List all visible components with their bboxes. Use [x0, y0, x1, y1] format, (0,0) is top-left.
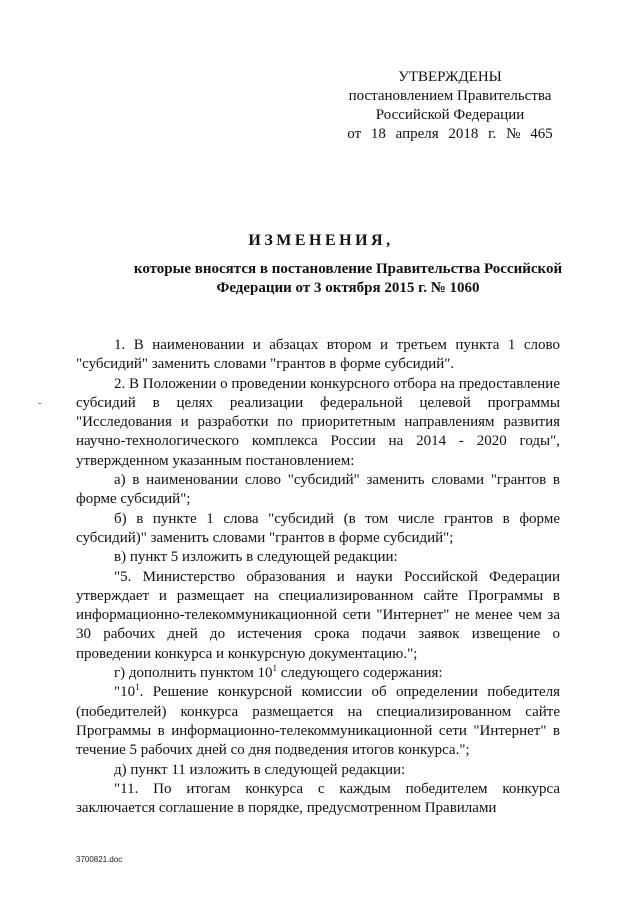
paragraph	[76, 683, 560, 760]
document-heading	[70, 232, 570, 298]
paragraph: а) в наименовании слово "субсидий" заменить словами "грантов в форме субсидий";	[76, 472, 560, 508]
superscript: 1	[272, 663, 278, 674]
approval-line: постановлением Правительства	[348, 88, 552, 104]
paragraph-text: . Решение конкурсной комиссии об определении победителя (победителей) конкурса размещается на специализированном сайте Программы в информационно-телекоммуникационной сети "Интернет" в течение 5 рабочих дней со дня подведения итогов конкурса.";	[76, 684, 560, 759]
paragraph: "5. Министерство образования и науки Российской Федерации утверждает и размещает на специализированном сайте Программы в информационно-телекоммуникационной сети "Интернет" не менее чем за 30 рабочих дней до истечения срока подачи заявок извещение о проведении конкурса и конкурсную документацию.";	[76, 568, 560, 662]
approval-date-number: от 18 апреля 2018 г. № 465	[347, 126, 553, 142]
document-body	[76, 336, 560, 818]
paragraph: 2. В Положении о проведении конкурсного отбора на предоставление субсидий в целях реализации федеральной целевой программы "Исследования и разработки по приоритетным направлениям развития научно-технологического комплекса России на 2014 - 2020 годы", утвержденном указанным постановлением:	[76, 375, 560, 469]
approval-title: УТВЕРЖДЕНЫ	[398, 69, 502, 85]
margin-mark: -	[38, 398, 42, 409]
paragraph	[76, 664, 560, 683]
superscript: 1	[135, 682, 140, 693]
file-name-footer: 3700821.doc	[76, 855, 123, 864]
document-subtitle: которые вносятся в постановление Правительства Российской Федерации от 3 октября 2015 г. № 1060	[133, 261, 563, 296]
paragraph-text: г) дополнить пунктом 10	[114, 665, 273, 682]
paragraph: "11. По итогам конкурса с каждым победителем конкурса заключается соглашение в порядке, предусмотренном Правилами	[76, 780, 560, 817]
paragraph-text: следующего содержания:	[277, 665, 443, 682]
paragraph: в) пункт 5 изложить в следующей редакции:	[114, 549, 398, 566]
paragraph: д) пункт 11 изложить в следующей редакции:	[114, 761, 406, 778]
paragraph-text: "10	[114, 684, 136, 701]
document-title: ИЗМЕНЕНИЯ,	[248, 232, 394, 249]
approval-line: Российской Федерации	[375, 107, 525, 123]
paragraph: б) в пункте 1 слова "субсидий (в том числе грантов в форме субсидий)" заменить словами "грантов в форме субсидий";	[76, 510, 560, 546]
approval-stamp	[330, 68, 570, 144]
paragraph: 1. В наименовании и абзацах втором и третьем пункта 1 слово "субсидий" заменить словами "грантов в форме субсидий".	[76, 337, 560, 373]
